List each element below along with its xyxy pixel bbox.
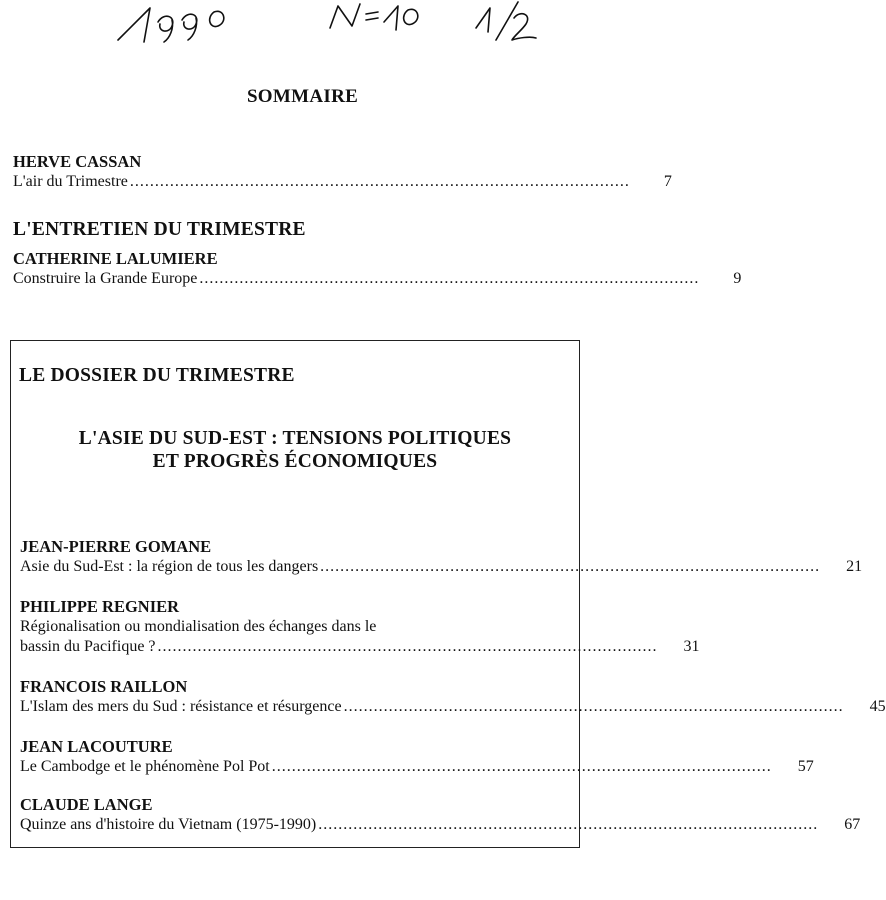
toc-entry[interactable] — [20, 557, 863, 577]
author-name: CLAUDE LANGE — [20, 795, 153, 814]
handwritten-number — [0, 60, 1, 61]
author-name: CATHERINE LALUMIERE — [13, 249, 218, 268]
page-number: 57 — [797, 758, 814, 775]
leader-dots: .................................................................................................... — [157, 638, 658, 655]
page-number: 67 — [844, 816, 861, 833]
page-number: 21 — [846, 558, 863, 575]
entry-title: Asie du Sud-Est : la région de tous les dangers — [20, 558, 319, 575]
toc-entry[interactable] — [20, 697, 886, 717]
toc-entry[interactable] — [20, 757, 814, 777]
toc-section-cassan — [13, 152, 672, 192]
author-name: HERVE CASSAN — [13, 152, 142, 171]
page-number: 9 — [733, 270, 742, 287]
toc-section-regnier — [20, 597, 700, 657]
leader-dots: .................................................................................................... — [343, 698, 844, 715]
leader-dots: .................................................................................................... — [129, 173, 630, 190]
author-name: FRANCOIS RAILLON — [20, 677, 188, 696]
subtitle-line: L'ASIE DU SUD-EST : TENSIONS POLITIQUES — [78, 428, 512, 449]
toc-entry[interactable] — [20, 815, 861, 835]
dossier-box — [10, 340, 886, 848]
toc-section-raillon — [20, 677, 886, 717]
page-number: 31 — [683, 638, 700, 655]
toc-section-entretien — [13, 218, 742, 289]
leader-dots: .................................................................................................... — [199, 270, 700, 287]
entry-title: Quinze ans d'histoire du Vietnam (1975-1990) — [20, 816, 317, 833]
toc-entry[interactable] — [13, 269, 742, 289]
entry-title-line: Régionalisation ou mondialisation des échanges dans le — [20, 618, 377, 635]
entry-title: Construire la Grande Europe — [13, 270, 198, 287]
entry-title: L'air du Trimestre — [13, 173, 128, 190]
page-number: 7 — [663, 173, 672, 190]
page-title: SOMMAIRE — [246, 86, 359, 107]
leader-dots: .................................................................................................... — [320, 558, 821, 575]
entry-title: Le Cambodge et le phénomène Pol Pot — [20, 758, 270, 775]
toc-entry[interactable] — [20, 637, 700, 657]
handwriting-drawing — [0, 0, 605, 60]
author-name: PHILIPPE REGNIER — [20, 597, 180, 616]
subtitle-line: ET PROGRÈS ÉCONOMIQUES — [152, 451, 438, 472]
dossier-subtitle — [11, 427, 579, 473]
handwritten-annotation — [0, 0, 605, 60]
handwritten-year — [0, 60, 1, 61]
leader-dots: .................................................................................................... — [318, 816, 819, 833]
handwritten-volume — [0, 60, 1, 61]
entry-title: bassin du Pacifique ? — [20, 638, 156, 655]
toc-section-lacouture — [20, 737, 814, 777]
page-number: 45 — [869, 698, 886, 715]
author-name: JEAN LACOUTURE — [20, 737, 173, 756]
author-name: JEAN-PIERRE GOMANE — [20, 537, 212, 556]
toc-section-lange — [20, 795, 861, 835]
entry-title: L'Islam des mers du Sud : résistance et résurgence — [20, 698, 342, 715]
section-heading: LE DOSSIER DU TRIMESTRE — [19, 365, 295, 386]
leader-dots: .................................................................................................... — [271, 758, 772, 775]
toc-entry[interactable] — [13, 172, 672, 192]
toc-section-gomane — [20, 537, 863, 577]
section-heading: L'ENTRETIEN DU TRIMESTRE — [13, 219, 306, 240]
